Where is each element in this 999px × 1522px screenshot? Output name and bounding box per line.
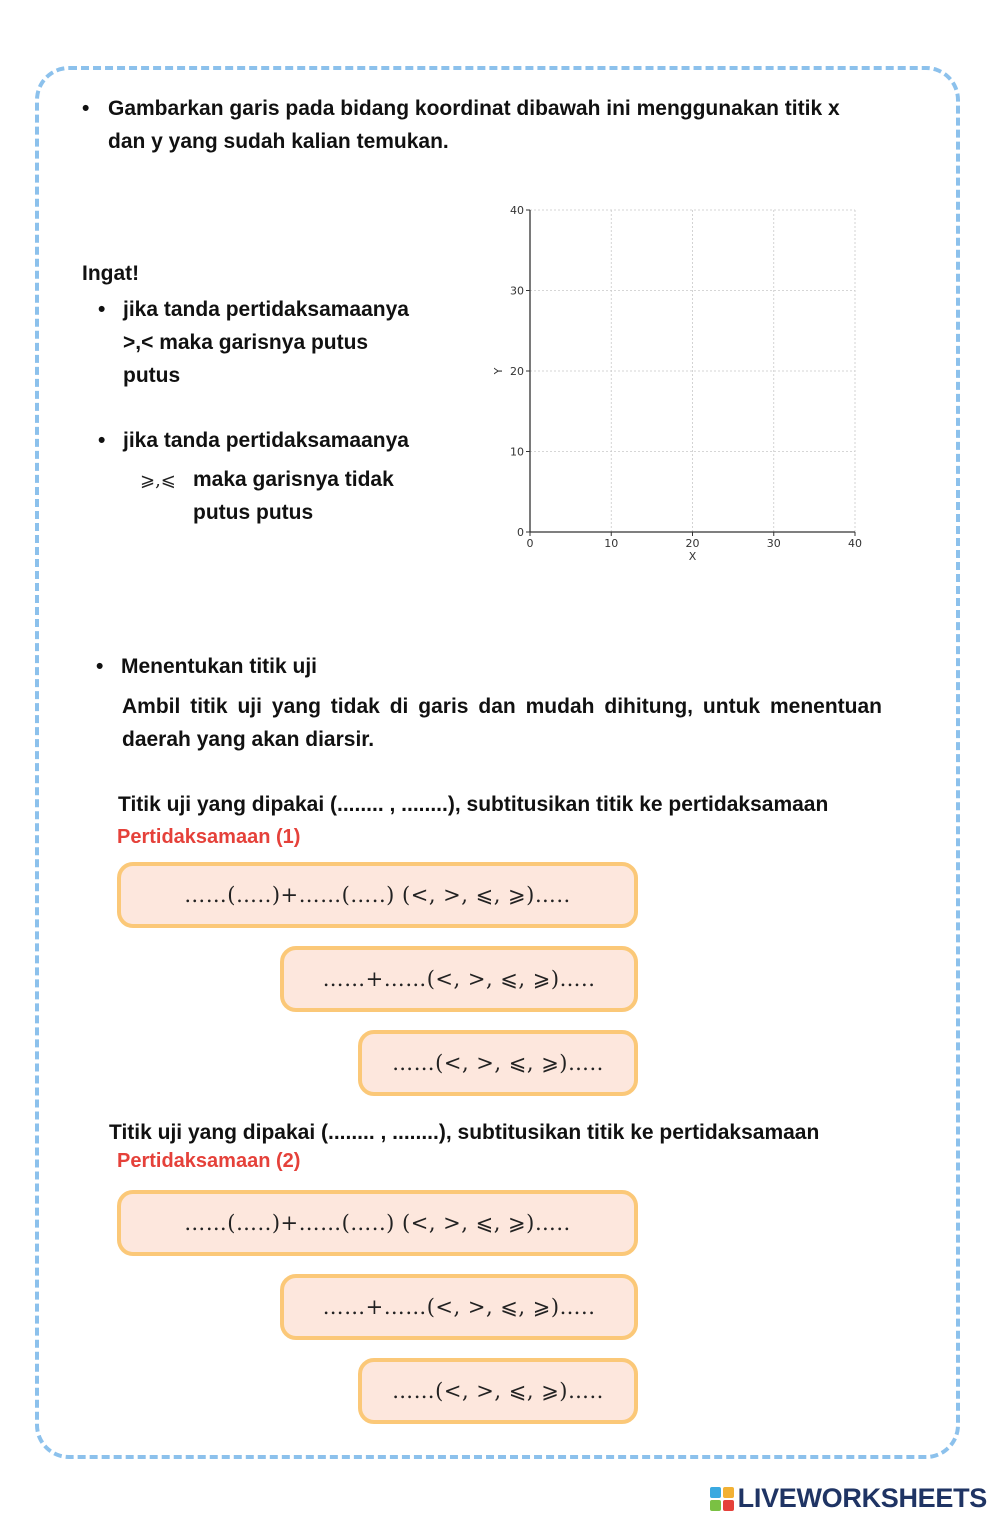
- instruction: [82, 92, 872, 158]
- section1-answer-box-1[interactable]: ……(…..)+……(…..) (<, >, ⩽, ⩾)…..: [117, 862, 638, 928]
- titik-uji-bullet: •: [96, 655, 104, 678]
- ingat-item-2-line3: putus putus: [193, 501, 314, 524]
- chart-grid: [530, 210, 855, 532]
- ingat-item-1-bullet: •: [98, 298, 106, 321]
- y-tick-label-0: 0: [517, 526, 524, 539]
- ingat-item-2-line1: jika tanda pertidaksamaanya: [123, 429, 409, 452]
- section2-answer-box-1[interactable]: ……(…..)+……(…..) (<, >, ⩽, ⩾)…..: [117, 1190, 638, 1256]
- x-tick-label-0: 0: [526, 537, 534, 550]
- instruction-bullet: •: [82, 97, 90, 120]
- x-tick-label-20: 20: [685, 537, 700, 550]
- x-axis-label: X: [688, 550, 697, 563]
- titik-uji-heading: [96, 650, 596, 683]
- ingat-item-2: [98, 424, 458, 457]
- coordinate-plane: [488, 196, 878, 576]
- section2-label: Pertidaksamaan (2): [117, 1150, 301, 1172]
- titik-uji-heading-text: Menentukan titik uji: [121, 655, 318, 678]
- section1-prompt: Titik uji yang dipakai (........ , ........), subtitusikan titik ke pertidaksamaan: [118, 793, 829, 816]
- y-tick-label-40: 40: [510, 204, 524, 217]
- liveworksheets-logo[interactable]: [710, 1483, 987, 1514]
- ingat-item-2-symbols: [140, 463, 176, 497]
- brand-logo-icon: [710, 1487, 734, 1511]
- brand-logo-letter-w: [723, 1500, 734, 1511]
- y-tick-label-20: 20: [510, 365, 524, 378]
- x-tick-label-40: 40: [848, 537, 862, 550]
- ingat-item-1: [98, 293, 458, 392]
- brand-name: LIVEWORKSHEETS: [737, 1483, 987, 1513]
- x-tick-label-30: 30: [766, 537, 781, 550]
- titik-uji-paragraph: Ambil titik uji yang tidak di garis dan mudah dihitung, untuk menentuan daerah yang akan diarsir.: [122, 695, 882, 751]
- section2-answer-box-2[interactable]: ……+……(<, >, ⩽, ⩾)…..: [280, 1274, 638, 1340]
- ingat-item-2-rest: [193, 463, 453, 529]
- ingat-item-1-line2: >,< maka garisnya putus: [123, 331, 369, 354]
- instruction-text: Gambarkan garis pada bidang koordinat dibawah ini menggunakan titik x dan y yang sudah kalian temukan.: [108, 97, 840, 153]
- ingat-item-1-line3: putus: [123, 364, 181, 387]
- x-tick-label-10: 10: [604, 537, 619, 550]
- chart-ticks: [510, 204, 862, 550]
- y-tick-label-30: 30: [510, 284, 524, 298]
- ingat-item-2-line2: maka garisnya tidak: [193, 468, 394, 491]
- section1-answer-box-2[interactable]: ……+……(<, >, ⩽, ⩾)…..: [280, 946, 638, 1012]
- y-tick-label-10: 10: [510, 445, 524, 459]
- ingat-item-1-line1: jika tanda pertidaksamaanya: [123, 298, 409, 321]
- ingat-item-2-bullet: •: [98, 429, 106, 452]
- y-axis-label: Y: [492, 367, 505, 375]
- section1-label: Pertidaksamaan (1): [117, 826, 301, 848]
- section1-answer-box-3[interactable]: ……(<, >, ⩽, ⩾)…..: [358, 1030, 638, 1096]
- section2-prompt: Titik uji yang dipakai (........ , ........), subtitusikan titik ke pertidaksamaan: [109, 1121, 820, 1144]
- inequality-symbols: ⩾,⩽: [140, 470, 176, 491]
- ingat-title: Ingat!: [82, 262, 140, 285]
- brand-logo-letter-l: [710, 1500, 721, 1511]
- section2-answer-box-3[interactable]: ……(<, >, ⩽, ⩾)…..: [358, 1358, 638, 1424]
